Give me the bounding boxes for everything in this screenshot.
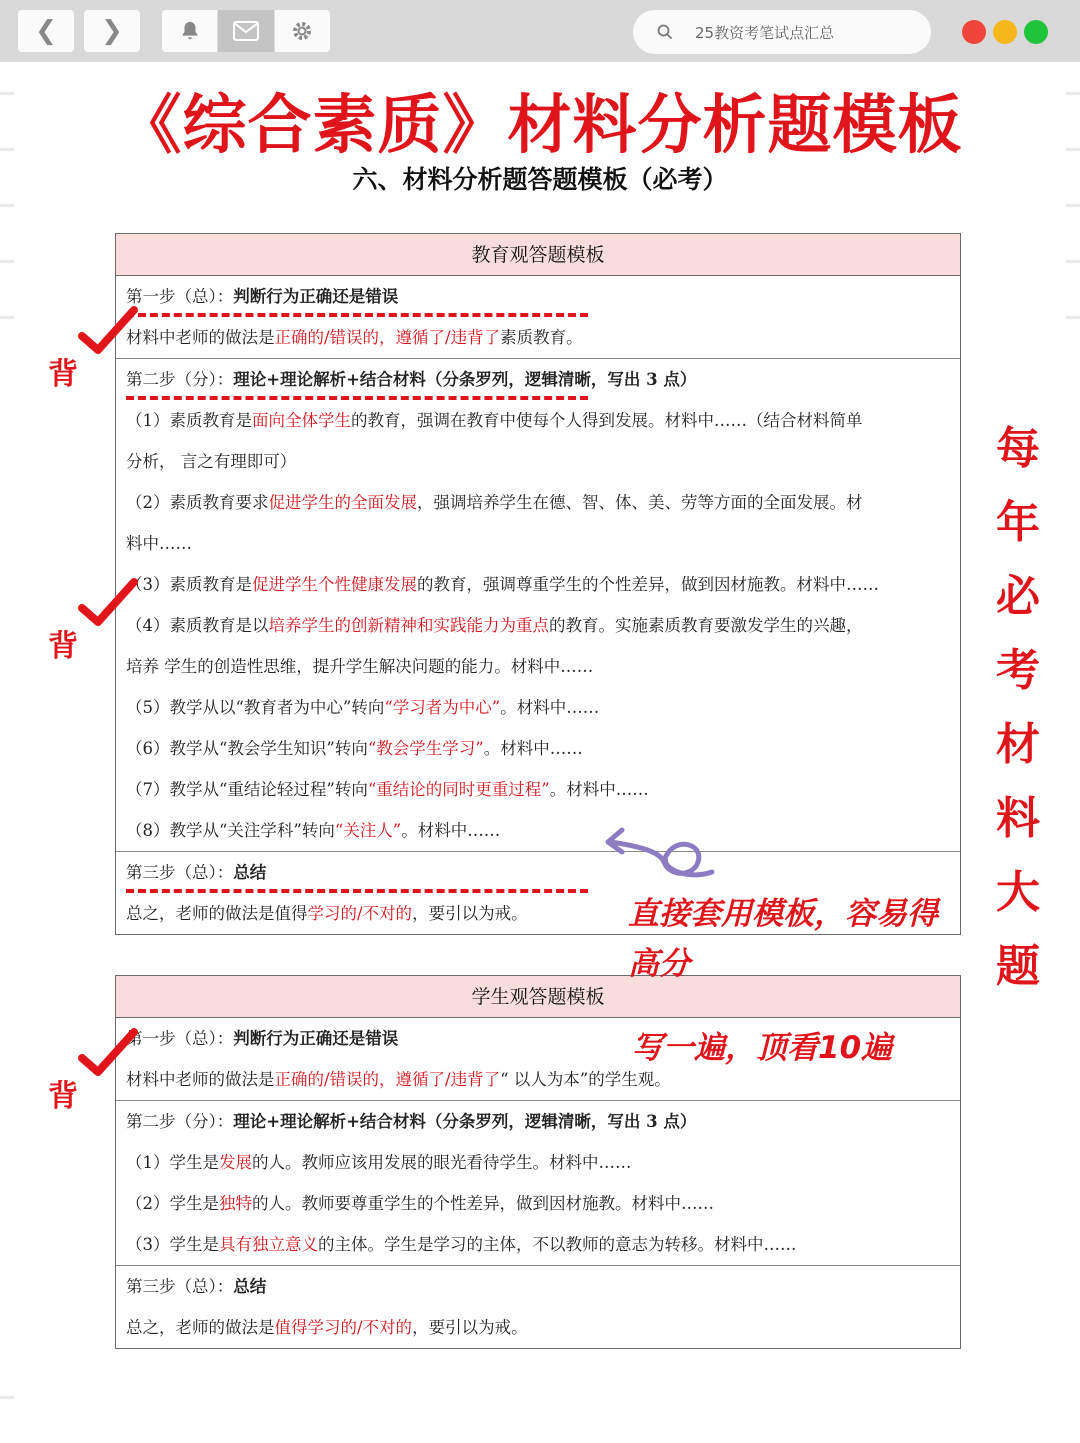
handwritten-note: 写一遍，顶看10遍 — [632, 1030, 893, 1066]
text-part: 材料中老师的做法是 — [126, 328, 275, 347]
forward-button[interactable] — [84, 10, 140, 52]
list-item — [126, 1224, 950, 1265]
edge-mark — [0, 204, 14, 207]
edge-mark — [0, 1396, 14, 1399]
list-item — [126, 810, 950, 851]
step-label: 第三步（总）： — [126, 1277, 234, 1296]
forward-icon: ❯ — [101, 16, 123, 46]
list-item — [126, 605, 950, 646]
step2-heading — [126, 359, 950, 400]
curly-arrow-icon — [600, 822, 720, 882]
memorize-mark: 背 — [48, 629, 78, 664]
step3-section — [116, 1266, 960, 1348]
text-part: 的教育。实施素质教育要激发学生的兴趣， — [549, 616, 863, 635]
text-part: （2）素质教育要求 — [126, 493, 269, 512]
text-part: “ 以人为本”的学生观。 — [500, 1070, 671, 1089]
highlight-text: 发展 — [219, 1153, 252, 1172]
highlight-text: 学习的/不对的 — [307, 904, 413, 923]
text-part: 培养 学生的创造性思维，提升学生解决问题的能力。材料中…… — [126, 657, 594, 676]
vertical-char: 每 — [996, 423, 1040, 474]
text-part: ，要引以为戒。 — [412, 1318, 528, 1337]
red-check-icon — [78, 306, 138, 356]
text-part: 材料中老师的做法是 — [126, 1070, 275, 1089]
highlight-text: 促进学生的全面发展 — [268, 493, 417, 512]
page-title: 《综合素质》材料分析题模板 — [117, 89, 963, 163]
mail-icon — [233, 21, 259, 41]
edge-mark — [1066, 316, 1080, 319]
settings-button[interactable] — [275, 10, 330, 52]
text-part: 素质教育。 — [500, 328, 583, 347]
text-part: 。材料中…… — [483, 739, 583, 758]
edge-mark — [0, 260, 14, 263]
text-part: 。材料中…… — [549, 780, 649, 799]
vertical-char: 大 — [996, 867, 1040, 918]
browser-toolbar — [0, 0, 1080, 62]
text-part: 的主体。学生是学习的主体，不以教师的意志为转移。材料中…… — [318, 1235, 797, 1254]
step3-heading — [126, 1266, 950, 1307]
page-subtitle: 六、材料分析题答题模板（必考） — [352, 165, 728, 194]
text-part: 。材料中…… — [500, 698, 600, 717]
step-title: 总结 — [233, 1277, 267, 1296]
highlight-text: “重结论的同时更重过程” — [367, 780, 550, 799]
highlight-text: 正确的/错误的，遵循了/违背了 — [274, 328, 501, 347]
back-icon: ❮ — [35, 16, 57, 46]
list-item — [126, 687, 950, 728]
panel-header: 学生观答题模板 — [116, 976, 960, 1018]
close-window-button[interactable] — [962, 20, 986, 44]
step1-line — [126, 317, 950, 358]
education-view-panel — [115, 233, 961, 935]
text-part: （1）素质教育是 — [126, 411, 252, 430]
highlight-text: 值得学习的/不对的 — [274, 1318, 413, 1337]
list-item — [126, 728, 950, 769]
list-item — [126, 400, 950, 441]
text-part: （8）教学从“关注学科”转向 — [126, 821, 335, 840]
text-part: （3）学生是 — [126, 1235, 219, 1254]
list-item — [126, 1142, 950, 1183]
vertical-char: 题 — [996, 941, 1040, 992]
highlight-text: 促进学生个性健康发展 — [252, 575, 417, 594]
search-text: 25教资考笔试点汇总 — [695, 23, 835, 42]
text-part: （2）学生是 — [126, 1194, 219, 1213]
handwritten-note: 直接套用模板，容易得 — [628, 896, 938, 932]
vertical-char: 材 — [996, 719, 1040, 770]
red-check-icon — [78, 578, 138, 628]
back-button[interactable] — [18, 10, 74, 52]
text-part: （1）学生是 — [126, 1153, 219, 1172]
list-item — [126, 769, 950, 810]
text-part: 分析， 言之有理即可） — [126, 452, 297, 471]
step-label: 第三步（总）： — [126, 863, 234, 882]
step-title: 总结 — [233, 863, 267, 882]
step-title: 判断行为正确还是错误 — [233, 1029, 399, 1048]
text-part: 的教育，强调在教育中使每个人得到发展。材料中……（结合材料简单 — [351, 411, 863, 430]
search-icon — [657, 24, 673, 40]
text-part: 总之，老师的做法是值得 — [126, 904, 308, 923]
step-label: 第一步（总）： — [126, 287, 234, 306]
highlight-text: 正确的/错误的，遵循了/违背了 — [274, 1070, 501, 1089]
vertical-char: 年 — [996, 497, 1040, 548]
text-part: （7）教学从“重结论轻过程”转向 — [126, 780, 368, 799]
red-check-icon — [78, 1028, 138, 1078]
vertical-char: 必 — [996, 571, 1040, 622]
step-label: 第二步（分）： — [126, 1112, 234, 1131]
step2-section — [116, 359, 960, 852]
step-label: 第一步（总）： — [126, 1029, 234, 1048]
mail-button[interactable] — [218, 10, 274, 52]
edge-mark — [1066, 204, 1080, 207]
bell-icon — [179, 20, 201, 42]
vertical-char: 考 — [996, 645, 1040, 696]
list-item — [126, 564, 950, 605]
memorize-mark: 背 — [48, 357, 78, 392]
text-part: 料中…… — [126, 534, 192, 553]
edge-mark — [1066, 260, 1080, 263]
text-part: 的人。教师应该用发展的眼光看待学生。材料中…… — [252, 1153, 632, 1172]
vertical-char: 料 — [996, 793, 1040, 844]
list-item-cont — [126, 523, 950, 564]
panel-header: 教育观答题模板 — [116, 234, 960, 276]
gear-icon — [290, 19, 314, 43]
step-title: 理论+理论解析+结合材料（分条罗列，逻辑清晰，写出 3 点） — [233, 1112, 697, 1131]
step3-line — [126, 1307, 950, 1348]
memorize-mark: 背 — [48, 1079, 78, 1114]
step-title: 判断行为正确还是错误 — [233, 287, 399, 306]
list-item — [126, 482, 950, 523]
step-title: 理论+理论解析+结合材料（分条罗列，逻辑清晰，写出 3 点） — [233, 370, 697, 389]
list-item-cont — [126, 646, 950, 687]
text-part: ，要引以为戒。 — [412, 904, 528, 923]
maximize-window-button[interactable] — [1024, 20, 1048, 44]
text-part: 的教育，强调尊重学生的个性差异，做到因材施教。材料中…… — [417, 575, 879, 594]
list-item-cont — [126, 441, 950, 482]
highlight-text: 独特 — [219, 1194, 252, 1213]
step2-heading — [126, 1101, 950, 1142]
text-part: ，强调培养学生在德、智、体、美、劳等方面的全面发展。材 — [417, 493, 863, 512]
list-item — [126, 1183, 950, 1224]
highlight-text: “学习者为中心” — [384, 698, 501, 717]
step3-heading — [126, 852, 950, 893]
step1-heading — [126, 276, 950, 317]
step2-section — [116, 1101, 960, 1266]
toolbar-icon-group — [162, 10, 330, 52]
text-part: （5）教学从以“教育者为中心”转向 — [126, 698, 385, 717]
text-part: 的人。教师要尊重学生的个性差异，做到因材施教。材料中…… — [252, 1194, 714, 1213]
highlight-text: “教会学生学习” — [367, 739, 484, 758]
edge-mark — [0, 316, 14, 319]
highlight-text: 面向全体学生 — [252, 411, 351, 430]
handwritten-note: 高分 — [628, 946, 690, 982]
text-part: 总之，老师的做法是 — [126, 1318, 275, 1337]
text-part: （6）教学从“教会学生知识”转向 — [126, 739, 368, 758]
highlight-text: 具有独立意义 — [219, 1235, 318, 1254]
highlight-text: 培养学生的创新精神和实践能力为重点 — [268, 616, 549, 635]
text-part: （3）素质教育是 — [126, 575, 252, 594]
highlight-text: “关注人” — [334, 821, 402, 840]
minimize-window-button[interactable] — [993, 20, 1017, 44]
text-part: 。材料中…… — [401, 821, 501, 840]
notifications-button[interactable] — [162, 10, 218, 52]
step1-section — [116, 276, 960, 359]
search-bar[interactable] — [633, 10, 931, 54]
step-label: 第二步（分）： — [126, 370, 234, 389]
vertical-handwritten-note — [990, 412, 1046, 1004]
text-part: （4）素质教育是以 — [126, 616, 269, 635]
